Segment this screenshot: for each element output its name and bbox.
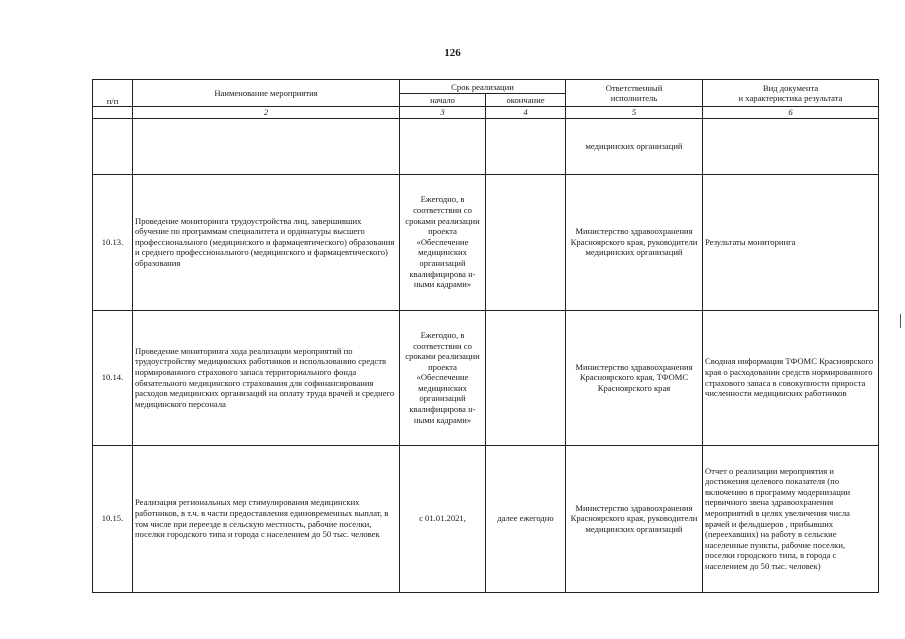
cell-start: с 01.01.2021, (400, 445, 486, 592)
header-document-line1: Вид документа (762, 83, 819, 93)
cell-name: Проведение мониторинга трудоустройства лиц, завершивших обучение по программам специалитета и ординатуры высшего профессионального (медицинского и фармацевтического) образования и среднего профессионального (медицинского и фармацевтического) образования (133, 174, 400, 310)
cell-result: Результаты мониторинга (703, 174, 879, 310)
table-row (93, 174, 879, 310)
header-responsible-line1: Ответственный (605, 83, 663, 93)
header-row-1 (93, 80, 879, 94)
column-number: 6 (703, 107, 879, 119)
column-number: 3 (400, 107, 486, 119)
cell-end (486, 174, 566, 310)
cell-end: далее ежегодно (486, 445, 566, 592)
table-row (93, 445, 879, 592)
header-name: Наименование мероприятия (133, 80, 400, 107)
header-responsible (566, 80, 703, 107)
activities-table (92, 79, 879, 593)
header-num: п/п (93, 80, 133, 107)
cell-name: Реализация региональных мер стимулирования медицинских работников, в т.ч. в части предоставления единовременных выплат, в том числе при переезде в сельскую местность, рабочие поселки, поселки городского типа и города с населением до 50 тыс. человек (133, 445, 400, 592)
cell-start: Ежегодно, в соответствии со сроками реализации проекта «Обеспечение медицинских организаций квалифицирова н-ными кадрами» (400, 310, 486, 445)
cell-num: 10.15. (93, 445, 133, 592)
header-document (703, 80, 879, 107)
page-number: 126 (444, 47, 461, 59)
margin-mark (900, 314, 901, 328)
cell-responsible: Министерство здравоохранения Красноярского края, ТФОМС Красноярского края (566, 310, 703, 445)
table-row (93, 310, 879, 445)
header-start: начало (400, 94, 486, 107)
cell-num: 10.13. (93, 174, 133, 310)
cell-responsible: Министерство здравоохранения Красноярского края, руководители медицинских организаций (566, 445, 703, 592)
cell-responsible: Министерство здравоохранения Красноярского края, руководители медицинских организаций (566, 174, 703, 310)
cell-end (486, 118, 566, 174)
header-responsible-line2: исполнитель (610, 93, 658, 103)
cell-start: Ежегодно, в соответствии со сроками реализации проекта «Обеспечение медицинских организаций квалифицирова н-ными кадрами» (400, 174, 486, 310)
cell-result: Отчет о реализации мероприятия и достижения целевого показателя (по включению в программу модернизации первичного звена здравоохранения мероприятий в целях увеличения числа врачей и фельдшеров , прибывших (переехавших) на работу в сельские населенные пункты, рабочие поселки, поселки городского типа, в города с населением до 50 тыс. человек) (703, 445, 879, 592)
cell-start (400, 118, 486, 174)
column-number: 2 (133, 107, 400, 119)
cell-result: Сводная информация ТФОМС Красноярского края о расходовании средств нормированного страхового запаса в совокупности прироста численности медицинских работников (703, 310, 879, 445)
column-numbers-row (93, 107, 879, 119)
cell-name (133, 118, 400, 174)
cell-responsible: медицинских организаций (566, 118, 703, 174)
cell-end (486, 310, 566, 445)
continuation-row (93, 118, 879, 174)
column-number: 5 (566, 107, 703, 119)
cell-name: Проведение мониторинга хода реализации мероприятий по трудоустройству медицинских работников и использованию средств нормированного страхового запаса территориального фонда обязательного медицинского страхования для софинансирования расходов медицинских организаций на оплату труда врачей и среднего медицинского персонала (133, 310, 400, 445)
cell-num (93, 118, 133, 174)
column-number: 4 (486, 107, 566, 119)
header-end: окончание (486, 94, 566, 107)
cell-num: 10.14. (93, 310, 133, 445)
header-document-line2: и характеристика результата (738, 93, 843, 103)
cell-result (703, 118, 879, 174)
column-number (93, 107, 133, 119)
header-period: Срок реализации (400, 80, 566, 94)
